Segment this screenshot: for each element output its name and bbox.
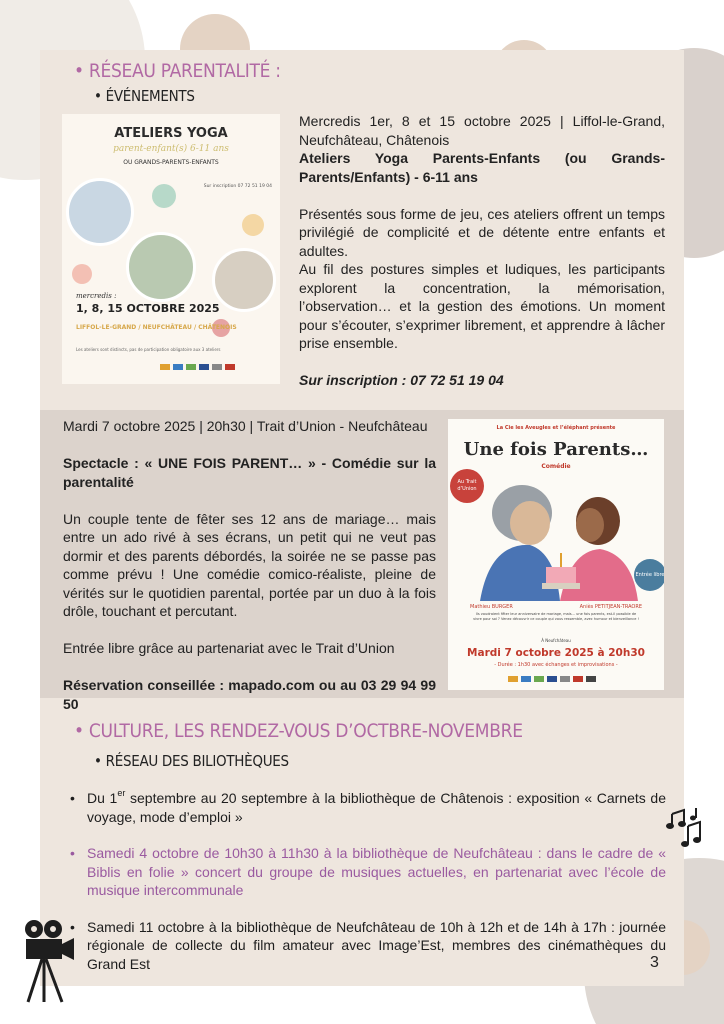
poster-summary: Ils voudraient fêter leur anniversaire de mariage, mais… une fois parents, est-il possible de vivre pour soi ? Venez découvrir ce couple qui vous ressemble, avec humour et bienveillance ! <box>473 612 639 621</box>
poster-title: ATELIERS YOGA <box>114 126 228 141</box>
events-list <box>70 789 666 991</box>
decorative-dot <box>72 264 92 284</box>
poster-subtitle: parent-enfant(s) 6-11 ans <box>113 144 229 154</box>
poster-cast <box>470 604 642 610</box>
poster-note: Les ateliers sont distincts, pas de participation obligatoire aux 3 ateliers <box>76 347 221 352</box>
spectacle-heading: Spectacle : « UNE FOIS PARENT… » - Comédie sur la parentalité <box>63 455 436 490</box>
yoga-dates: Mercredis 1er, 8 et 15 octobre 2025 | Liffol-le-Grand, Neufchâteau, Châtenois <box>299 113 665 148</box>
spectacle-para-2: Entrée libre grâce au partenariat avec le Trait d’Union <box>63 640 395 656</box>
list-item <box>70 844 666 900</box>
poster-date: Mardi 7 octobre 2025 à 20h30 <box>467 647 645 659</box>
yoga-photo <box>66 178 134 246</box>
list-item <box>70 789 666 826</box>
yoga-photo <box>126 232 196 302</box>
partner-logos <box>508 676 596 682</box>
partner-logos <box>160 364 235 370</box>
poster-places: LIFFOL-LE-GRAND / NEUFCHÂTEAU / CHÂTENOIS <box>76 324 237 331</box>
spectacle-dates: Mardi 7 octobre 2025 | 20h30 | Trait d’Union - Neufchâteau <box>63 418 428 434</box>
yoga-poster <box>62 114 280 384</box>
event-text-pre: Du 1 <box>87 790 118 806</box>
section-subtitle-bibliotheques: • RÉSEAU DES BILIOTHÈQUES <box>94 752 289 770</box>
cast-name: Mathieu BURGER <box>470 604 513 610</box>
yoga-photo <box>212 248 276 312</box>
list-item <box>70 918 666 974</box>
music-notes-icon <box>662 806 706 852</box>
poster-location: À Neufchâteau <box>541 638 571 643</box>
section-title-culture: • CULTURE, LES RENDEZ-VOUS D’OCTBRE-NOVEMBRE <box>74 720 523 742</box>
poster-inscription: Sur inscription 07 72 51 19 04 <box>203 184 272 189</box>
cast-name: Aniès PETITJEAN-TRAORE <box>579 604 642 610</box>
poster-subtitle-2: OU GRANDS-PARENTS-ENFANTS <box>123 159 219 166</box>
poster-company: La Cie les Aveugles et l’éléphant présente <box>496 425 616 431</box>
event-text: septembre au 20 septembre à la bibliothèque de Châtenois : exposition « Carnets de voyage, mode d’emploi » <box>87 790 666 825</box>
poster-date: 1, 8, 15 OCTOBRE 2025 <box>76 302 220 315</box>
section-subtitle-evenements: • ÉVÉNEMENTS <box>94 87 195 105</box>
event-text: Samedi 11 octobre à la bibliothèque de Neufchâteau de 10h à 12h et de 14h à 17h : journée régionale de collecte du film amateur avec Image’Est, membres des cinémathèques du Grand Est <box>87 918 666 972</box>
event-text: Samedi 4 octobre de 10h30 à 11h30 à la bibliothèque de Neufchâteau : dans le cadre de « Biblis en folie » concert du groupe de musiques actuelles, en partenariat avec l’école de musique intercommunale <box>87 845 666 898</box>
yoga-heading: Ateliers Yoga Parents-Enfants (ou Grands-Parents/Enfants) - 6-11 ans <box>299 150 665 185</box>
badge-trait-union: Au Trait d’Union <box>450 469 484 503</box>
yoga-para-2: Au fil des postures simples et ludiques, les participants explorent la concentration, la mémorisation, l’observation… et la gestion des émotions. Un moment pour s’écouter, s’exprimer librement, et apprendre à lâcher prise ensemble. <box>299 261 665 351</box>
section-title-parentalite: • RÉSEAU PARENTALITÉ : <box>74 60 281 82</box>
film-camera-icon <box>20 918 76 1004</box>
badge-entree-libre: Entrée libre <box>634 559 664 591</box>
spectacle-para-1: Un couple tente de fêter ses 12 ans de mariage… mais entre un ado rivé à ses écrans, un petit qui ne veut pas dormir et des parents débordés, la soirée ne se passe pas comme prévu ! Une comédie comico-réaliste, pleine de vérités sur le quotidien parental, portée par un duo à la fois drôle, touchant et percutant. <box>63 510 436 619</box>
spectacle-reservation: Réservation conseillée : mapado.com ou au 03 29 94 99 50 <box>63 677 436 712</box>
decorative-dot <box>242 214 264 236</box>
yoga-text-block <box>299 112 665 390</box>
spectacle-text-block <box>63 417 436 713</box>
poster-genre: Comédie <box>541 463 571 470</box>
poster-duration: - Durée : 1h30 avec échanges et improvisations - <box>494 662 618 668</box>
spectacle-poster <box>448 419 664 690</box>
yoga-para-1: Présentés sous forme de jeu, ces ateliers offrent un temps privilégié de complicité et de détente entre enfants et adultes. <box>299 205 665 259</box>
decorative-dot <box>152 184 176 208</box>
event-text-sup: er <box>117 788 126 799</box>
poster-illustration <box>460 473 652 601</box>
poster-title: Une fois Parents… <box>463 439 649 460</box>
page-number: 3 <box>650 954 659 971</box>
poster-date-label: mercredis : <box>76 292 117 300</box>
yoga-inscription: Sur inscription : 07 72 51 19 04 <box>299 372 504 388</box>
